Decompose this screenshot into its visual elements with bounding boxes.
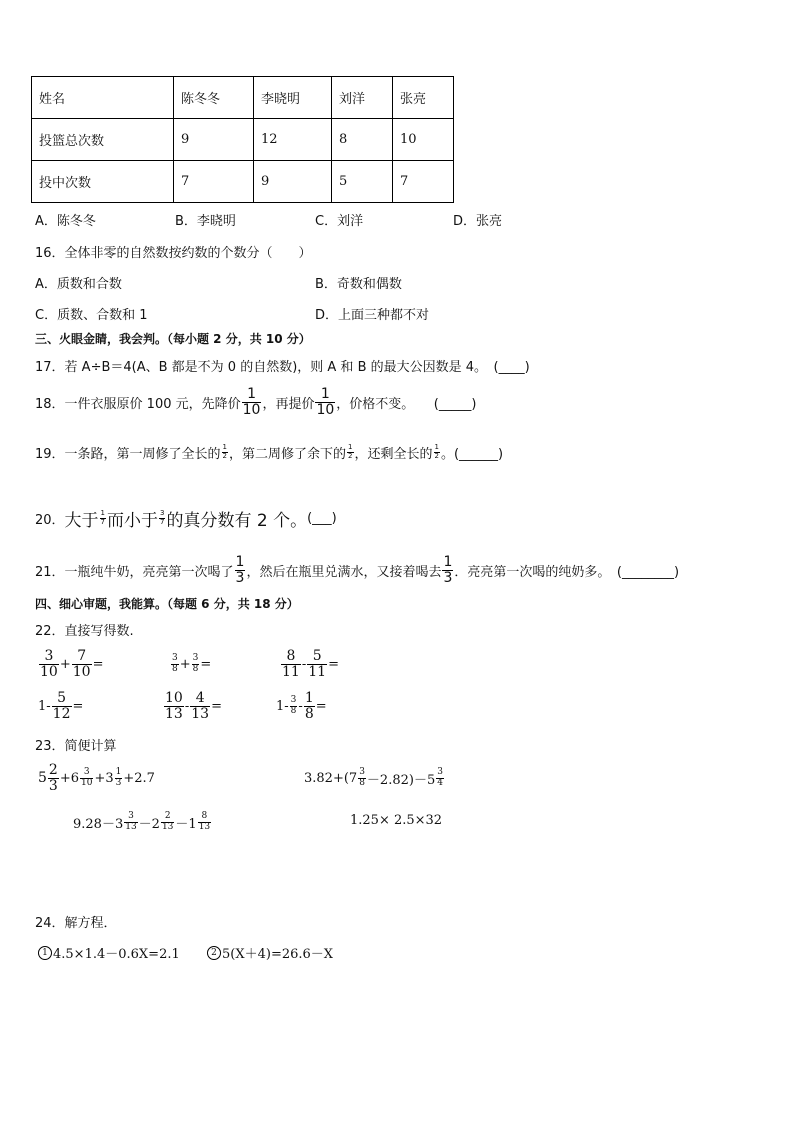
q22-expr-2 (170, 648, 211, 680)
lead-term: 1- (38, 698, 51, 714)
q19-text-mid1: ，第二周修了余下的 (229, 446, 347, 462)
q22-expr-3 (280, 644, 339, 684)
term: 9.28－3 (73, 816, 124, 832)
q20-question (35, 504, 337, 532)
fraction (222, 444, 228, 460)
equation-text: 5(X＋4)=26.6－X (222, 947, 334, 962)
fraction (190, 691, 210, 721)
term: －2.82)－5 (366, 772, 436, 788)
fraction-denominator: 13 (191, 705, 210, 722)
q19-question (35, 440, 503, 464)
q23-expr-3 (73, 806, 212, 838)
table-cell: 9 (254, 161, 332, 203)
fraction-numerator: 5 (52, 691, 72, 707)
table-row (32, 119, 454, 161)
fraction-denominator: 2 (434, 451, 439, 460)
fraction (164, 691, 184, 721)
fraction-numerator: 3 (437, 767, 443, 778)
fraction (161, 812, 174, 832)
fraction-numerator: 3 (80, 768, 93, 778)
table-cell: 12 (254, 119, 332, 161)
fraction-numerator: 1 (222, 443, 228, 452)
fraction-numerator: 4 (190, 691, 210, 707)
fraction-numerator: 2 (161, 812, 174, 822)
q21-question (35, 550, 679, 590)
section4-title: 四、细心审题，我能算。（每题 6 分，共 18 分） (35, 597, 299, 611)
fraction (235, 555, 246, 585)
fraction (171, 654, 179, 674)
fraction-numerator: 1 (235, 553, 245, 570)
fraction (52, 691, 72, 721)
q20-text-2: 而小于 (107, 510, 159, 531)
fraction-numerator: 1 (315, 387, 335, 403)
table-cell: 7 (393, 161, 454, 203)
table-cell: 张亮 (393, 77, 454, 119)
q16-option-d[interactable]: D．上面三种都不对 (315, 308, 430, 323)
fraction-denominator: 7 (100, 517, 106, 526)
circled-number-icon: 2 (207, 946, 221, 960)
q23-expr-4: 1.25× 2.5×32 (350, 813, 443, 828)
fraction (48, 763, 59, 793)
fraction (304, 691, 315, 721)
equals-sign: = (211, 698, 222, 714)
fraction-denominator: 3 (115, 777, 122, 788)
q16-option-b[interactable]: B．奇数和偶数 (315, 277, 402, 292)
fraction-numerator: 3 (359, 767, 365, 778)
table-cell: 10 (393, 119, 454, 161)
operator: - (298, 698, 303, 714)
operator: + (59, 656, 71, 672)
equation-text: 4.5×1.4－0.6X=2.1 (53, 947, 180, 962)
fraction-denominator: 7 (160, 517, 165, 526)
fraction-numerator: 1 (434, 443, 439, 452)
circled-number-icon: 1 (38, 946, 52, 960)
fraction (198, 812, 211, 832)
fraction (124, 812, 137, 832)
q23-expr-2 (304, 762, 445, 794)
term: +6 (59, 770, 80, 786)
fraction-numerator: 1 (304, 689, 314, 706)
fraction-denominator: 2 (222, 451, 228, 460)
fraction-numerator: 10 (165, 689, 183, 706)
q18-question (35, 382, 476, 422)
fraction (358, 768, 366, 788)
table-cell: 姓名 (32, 77, 174, 119)
equals-sign: = (315, 698, 327, 714)
q15-option-c[interactable]: C．刘洋 (315, 214, 364, 229)
q21-text-mid: ，然后在瓶里兑满水，又接着喝去 (246, 564, 442, 580)
table-cell: 投中次数 (32, 161, 174, 203)
fraction-numerator: 1 (242, 387, 262, 403)
fraction-denominator: 10 (81, 777, 93, 788)
q21-text-post: ．亮亮第一次喝的纯奶多。 (________) (454, 564, 680, 580)
fraction (290, 696, 298, 716)
q19-text-mid2: ，还剩全长的 (354, 446, 433, 462)
fraction-numerator: 3 (290, 695, 297, 706)
fraction (159, 510, 165, 526)
section3-title: 三、火眼金睛，我会判。（每小题 2 分，共 10 分） (35, 332, 311, 346)
q20-text-3: 的真分数有 2 个。 (166, 510, 308, 531)
fraction-denominator: 11 (308, 663, 327, 680)
fraction-numerator: 5 (307, 649, 327, 665)
q16-option-a[interactable]: A．质数和合数 (35, 277, 122, 292)
q18-text-pre: 18．一件衣服原价 100 元，先降价 (35, 396, 241, 412)
fraction-denominator: 8 (290, 705, 297, 716)
q24-equation-2 (207, 943, 333, 962)
q20-number: 20． (35, 512, 65, 528)
equals-sign: = (200, 656, 212, 672)
q19-text-pre: 19．一条路，第一周修了全长的 (35, 446, 221, 462)
fraction (442, 555, 453, 585)
fraction-denominator: 13 (165, 705, 183, 722)
fraction (281, 649, 301, 679)
q15-option-d[interactable]: D．张亮 (453, 214, 503, 229)
fraction (192, 654, 200, 674)
fraction (434, 444, 440, 460)
table-cell: 9 (174, 119, 254, 161)
fraction-denominator: 12 (52, 705, 71, 722)
fraction-numerator: 1 (100, 509, 106, 518)
q15-option-a[interactable]: A．陈冬冬 (35, 214, 96, 229)
fraction-denominator: 8 (192, 663, 199, 674)
operator: + (179, 656, 191, 672)
fraction-denominator: 8 (359, 777, 365, 788)
term: －1 (175, 816, 197, 832)
table-cell: 投篮总次数 (32, 119, 174, 161)
score-table (31, 76, 454, 203)
fraction-numerator: 3 (192, 653, 199, 664)
term: +3 (94, 770, 114, 786)
fraction-numerator: 3 (39, 649, 59, 665)
lead-term: 1- (276, 698, 289, 714)
q24-equation-1 (38, 943, 180, 962)
fraction-denominator: 10 (72, 663, 91, 680)
q21-text-pre: 21．一瓶纯牛奶，亮亮第一次喝了 (35, 564, 234, 580)
q16-option-c[interactable]: C．质数、合数和 1 (35, 308, 148, 323)
table-row (32, 161, 454, 203)
fraction-numerator: 1 (115, 767, 122, 778)
fraction (100, 510, 106, 526)
fraction-numerator: 1 (348, 443, 353, 452)
q18-text-mid: ，再提价 (262, 396, 315, 412)
whole-number: 5 (38, 770, 47, 786)
fraction (242, 387, 262, 417)
fraction-numerator: 7 (72, 649, 92, 665)
fraction (347, 444, 353, 460)
fraction (315, 387, 335, 417)
fraction-denominator: 13 (125, 821, 137, 832)
q20-text-1: 大于 (64, 510, 99, 531)
q22-expr-5 (163, 686, 222, 726)
fraction (436, 768, 444, 788)
table-cell: 陈冬冬 (174, 77, 254, 119)
fraction-denominator: 10 (316, 401, 335, 418)
fraction-denominator: 8 (304, 705, 314, 722)
fraction-denominator: 4 (437, 777, 443, 788)
fraction-denominator: 13 (198, 821, 211, 832)
fraction-denominator: 3 (443, 569, 453, 586)
q18-text-post: ，价格不变。 (_____) (336, 396, 477, 412)
fraction (307, 649, 327, 679)
fraction (72, 649, 92, 679)
fraction-denominator: 2 (348, 451, 353, 460)
operator: - (301, 656, 307, 672)
q19-text-post: 。(______) (440, 446, 504, 462)
q22-expr-4 (38, 686, 83, 726)
table-cell: 7 (174, 161, 254, 203)
q22-title: 22．直接写得数. (35, 624, 134, 639)
table-cell: 8 (332, 119, 393, 161)
q23-title: 23．简便计算 (35, 739, 117, 754)
fraction-numerator: 3 (124, 812, 137, 822)
fraction-denominator: 3 (48, 777, 58, 794)
equals-sign: = (328, 656, 339, 672)
fraction (115, 768, 123, 788)
fraction-numerator: 8 (198, 812, 211, 822)
q22-expr-1 (38, 644, 103, 684)
q24-title: 24．解方程． (35, 916, 117, 931)
fraction-numerator: 8 (281, 649, 301, 665)
table-cell: 5 (332, 161, 393, 203)
q17-question: 17．若 A÷B＝4(A、B 都是不为 0 的自然数)，则 A 和 B 的最大公因数是 4。 (____) (35, 360, 530, 375)
fraction-denominator: 10 (40, 663, 58, 680)
fraction-denominator: 11 (282, 663, 300, 680)
equals-sign: = (92, 656, 104, 672)
q22-expr-6 (276, 688, 327, 724)
fraction-numerator: 3 (160, 509, 165, 518)
fraction-denominator: 10 (242, 401, 261, 418)
term: +2.7 (123, 770, 155, 786)
table-cell: 李晓明 (254, 77, 332, 119)
fraction-denominator: 8 (172, 663, 178, 674)
operator: - (184, 698, 190, 714)
fraction-numerator: 2 (48, 761, 58, 778)
term: －2 (138, 816, 160, 832)
q20-blank: (___) (307, 510, 337, 526)
table-row (32, 77, 454, 119)
q16-question: 16．全体非零的自然数按约数的个数分（ ） (35, 246, 312, 261)
fraction (39, 649, 59, 679)
table-cell: 刘洋 (332, 77, 393, 119)
fraction-numerator: 3 (172, 653, 178, 664)
fraction-denominator: 3 (235, 569, 245, 586)
fraction-numerator: 1 (443, 553, 453, 570)
term: 3.82+(7 (304, 770, 358, 786)
fraction-denominator: 13 (161, 821, 174, 832)
equals-sign: = (72, 698, 84, 714)
q15-option-b[interactable]: B．李晓明 (175, 214, 236, 229)
fraction (80, 768, 93, 788)
q23-expr-1 (38, 758, 155, 798)
